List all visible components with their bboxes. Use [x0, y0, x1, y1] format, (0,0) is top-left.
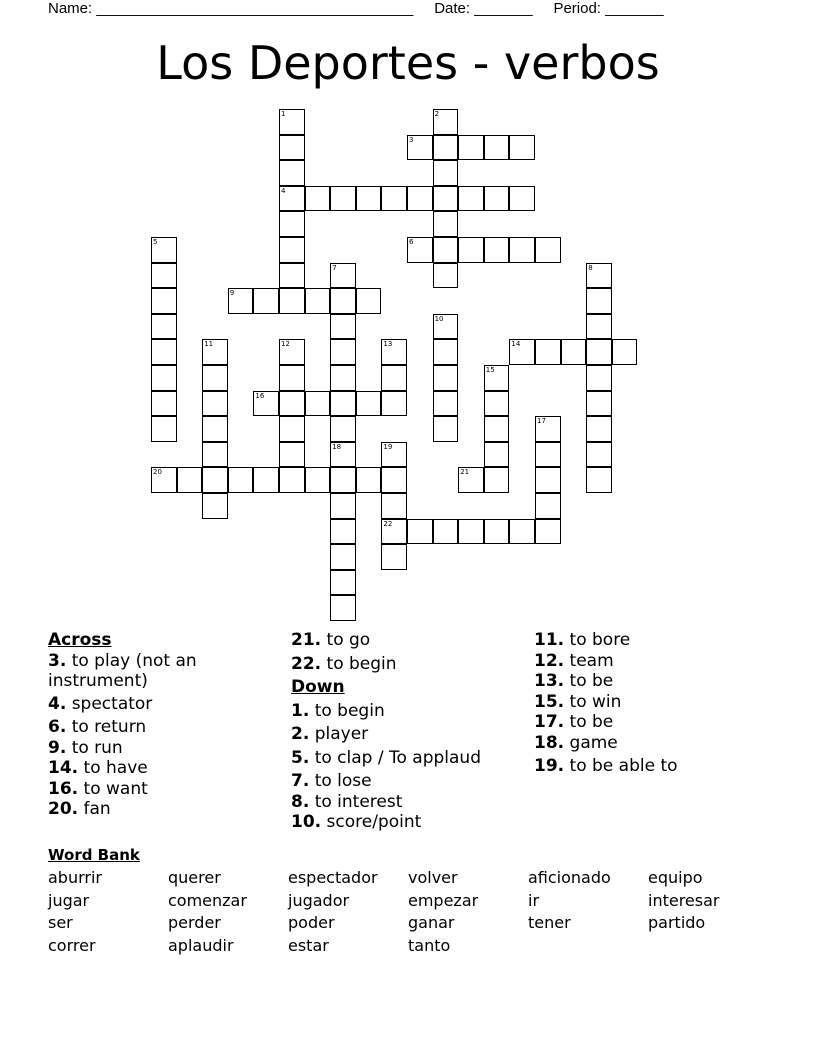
word-bank-word: aficionado	[528, 868, 611, 887]
clue-across-4: 4. spectator	[48, 693, 153, 714]
crossword-cell[interactable]	[279, 339, 305, 365]
crossword-cell[interactable]	[484, 416, 510, 442]
cell-number: 20	[153, 468, 162, 477]
crossword-cell[interactable]	[151, 263, 177, 289]
clue-down-10: 10. score/point	[291, 812, 422, 832]
clues-column-1	[48, 630, 278, 820]
word-bank-word: querer	[168, 868, 221, 887]
crossword-cell[interactable]	[330, 493, 356, 519]
crossword-cell[interactable]	[279, 288, 305, 314]
clue-across-9: 9. to run	[48, 737, 123, 758]
crossword-cell[interactable]	[330, 314, 356, 340]
word-bank-word: partido	[648, 913, 706, 932]
crossword-cell[interactable]	[253, 467, 279, 493]
cell-number: 8	[588, 263, 593, 272]
crossword-cell[interactable]	[407, 519, 433, 545]
crossword-cell[interactable]	[151, 467, 177, 493]
crossword-cell[interactable]	[407, 186, 433, 212]
crossword-cell[interactable]	[356, 391, 382, 417]
cell-number: 14	[511, 340, 521, 349]
clue-down-8: 8. to interest	[291, 791, 403, 812]
crossword-cell[interactable]	[509, 339, 535, 365]
crossword-cell[interactable]	[228, 467, 254, 493]
crossword-cell[interactable]	[586, 416, 612, 442]
crossword-cell[interactable]	[484, 467, 510, 493]
crossword-cell[interactable]	[433, 416, 459, 442]
page-title: Los Deportes - verbos	[156, 36, 660, 90]
crossword-cell[interactable]	[458, 519, 484, 545]
crossword-cell[interactable]	[279, 365, 305, 391]
clue-down-5: 5. to clap / To applaud	[291, 747, 481, 768]
crossword-cell[interactable]	[484, 519, 510, 545]
word-bank-word: aburrir	[48, 868, 102, 887]
crossword-cell[interactable]	[458, 467, 484, 493]
cell-number: 10	[434, 314, 444, 323]
crossword-cell[interactable]	[330, 365, 356, 391]
crossword-cell[interactable]	[356, 186, 382, 212]
crossword-cell[interactable]	[151, 237, 177, 263]
crossword-cell[interactable]	[407, 237, 433, 263]
word-bank-word: tanto	[408, 936, 451, 955]
crossword-cell[interactable]	[330, 595, 356, 621]
crossword-cell[interactable]	[279, 416, 305, 442]
crossword-cell[interactable]	[151, 365, 177, 391]
clue-down-15: 15. to win	[534, 691, 622, 712]
clue-down-13: 13. to be	[534, 671, 614, 691]
cell-number: 1	[281, 110, 286, 118]
word-bank-word: ser	[48, 913, 73, 932]
crossword-cell[interactable]	[484, 186, 510, 212]
crossword-cell[interactable]	[202, 365, 228, 391]
word-bank-word: jugador	[288, 891, 350, 910]
down-heading: Down	[291, 677, 345, 697]
cell-number: 7	[332, 263, 337, 272]
crossword-cell[interactable]	[279, 391, 305, 417]
crossword-cell[interactable]	[586, 288, 612, 314]
clue-down-12: 12. team	[534, 650, 614, 671]
crossword-cell[interactable]	[177, 467, 203, 493]
crossword-cell[interactable]	[535, 519, 561, 545]
clue-across-21: 21. to go	[291, 630, 371, 650]
crossword-cell[interactable]	[484, 135, 510, 161]
cell-number: 17	[537, 417, 546, 426]
crossword-cell[interactable]	[356, 288, 382, 314]
crossword-cell[interactable]	[305, 186, 331, 212]
crossword-cell[interactable]	[381, 519, 407, 545]
cell-number: 22	[383, 519, 393, 528]
word-bank-word: empezar	[408, 891, 479, 910]
cell-number: 5	[153, 238, 158, 246]
crossword-cell[interactable]	[433, 237, 459, 263]
crossword-cell[interactable]	[586, 365, 612, 391]
crossword-cell[interactable]	[433, 339, 459, 365]
crossword-cell[interactable]	[305, 288, 331, 314]
clue-across-22: 22. to begin	[291, 653, 397, 674]
word-bank-word: volver	[408, 868, 458, 887]
crossword-cell[interactable]	[484, 442, 510, 468]
crossword-cell[interactable]	[535, 493, 561, 519]
crossword-cell[interactable]	[356, 467, 382, 493]
crossword-cell[interactable]	[279, 160, 305, 186]
word-bank-word: interesar	[648, 891, 720, 910]
clue-down-11: 11. to bore	[534, 630, 631, 650]
crossword-cell[interactable]	[330, 442, 356, 468]
word-bank-word: ir	[528, 891, 540, 910]
word-bank-word: tener	[528, 913, 571, 932]
crossword-cell[interactable]	[202, 391, 228, 417]
cell-number: 6	[409, 238, 414, 246]
crossword-cell[interactable]	[151, 288, 177, 314]
word-bank-word: correr	[48, 936, 96, 955]
crossword-cell[interactable]	[202, 442, 228, 468]
crossword-cell[interactable]	[433, 314, 459, 340]
clue-across-14: 14. to have	[48, 758, 148, 778]
crossword-cell[interactable]	[535, 237, 561, 263]
word-bank-title: Word Bank	[48, 846, 140, 864]
crossword-cell[interactable]	[381, 442, 407, 468]
crossword-cell[interactable]	[253, 391, 279, 417]
crossword-cell[interactable]	[381, 493, 407, 519]
crossword-cell[interactable]	[586, 263, 612, 289]
crossword-cell[interactable]	[484, 365, 510, 391]
cell-number: 13	[383, 340, 393, 349]
cell-number: 3	[409, 135, 414, 144]
crossword-cell[interactable]	[433, 186, 459, 212]
clues-column-2	[291, 630, 531, 833]
crossword-cell[interactable]	[458, 186, 484, 212]
crossword-cell[interactable]	[586, 314, 612, 340]
word-bank-word: aplaudir	[168, 936, 234, 955]
cell-number: 18	[332, 442, 342, 451]
word-bank-word: estar	[288, 936, 329, 955]
crossword-cell[interactable]	[279, 211, 305, 237]
clue-across-6: 6. to return	[48, 717, 147, 737]
crossword-cell[interactable]	[228, 288, 254, 314]
clue-down-7: 7. to lose	[291, 771, 372, 791]
crossword-cell[interactable]	[458, 237, 484, 263]
clue-across-16: 16. to want	[48, 778, 148, 799]
crossword-cell[interactable]	[509, 186, 535, 212]
crossword-cell[interactable]	[433, 519, 459, 545]
cell-number: 21	[460, 468, 470, 477]
crossword-cell[interactable]	[330, 570, 356, 596]
crossword-cell[interactable]	[279, 467, 305, 493]
clue-down-19: 19. to be able to	[534, 756, 678, 776]
crossword-cell[interactable]	[484, 391, 510, 417]
word-bank-word: equipo	[648, 868, 703, 887]
cell-number: 2	[434, 110, 440, 118]
cell-number: 4	[281, 186, 286, 195]
crossword-cell[interactable]	[433, 135, 459, 161]
crossword-cell[interactable]	[151, 314, 177, 340]
clue-across-20: 20. fan	[48, 799, 111, 819]
crossword-cell[interactable]	[535, 416, 561, 442]
word-bank-word: comenzar	[168, 891, 247, 910]
crossword-cell[interactable]	[330, 288, 356, 314]
crossword-cell[interactable]	[612, 339, 638, 365]
crossword-cell[interactable]	[330, 544, 356, 570]
crossword-cell[interactable]	[330, 416, 356, 442]
crossword-cell[interactable]	[279, 442, 305, 468]
crossword-cell[interactable]	[151, 391, 177, 417]
crossword-cell[interactable]	[381, 339, 407, 365]
crossword-cell[interactable]	[586, 467, 612, 493]
crossword-cell[interactable]	[509, 135, 535, 161]
crossword-cell[interactable]	[407, 135, 433, 161]
crossword-cell[interactable]	[381, 365, 407, 391]
crossword-cell[interactable]	[433, 160, 459, 186]
crossword-cell[interactable]	[586, 391, 612, 417]
crossword-cell[interactable]	[279, 237, 305, 263]
crossword-cell[interactable]	[535, 442, 561, 468]
crossword-cell[interactable]	[381, 467, 407, 493]
word-bank-word: ganar	[408, 913, 455, 932]
crossword-cell[interactable]	[202, 467, 228, 493]
crossword-cell[interactable]	[330, 263, 356, 289]
across-heading: Across	[48, 630, 112, 650]
crossword-cell[interactable]	[586, 339, 612, 365]
crossword-cell[interactable]	[202, 339, 228, 365]
crossword-cell[interactable]	[433, 109, 459, 135]
word-bank-word: perder	[168, 913, 221, 932]
crossword-cell[interactable]	[381, 391, 407, 417]
cell-number: 15	[485, 366, 495, 374]
clue-down-1: 1. to begin	[291, 700, 385, 721]
clues-column-3	[534, 630, 774, 777]
clue-across-3: 3. to play (not an instrument)	[48, 650, 197, 691]
name-date-period-line[interactable]: Name: ______________________________________ Date: _______ Period: _______	[48, 0, 664, 17]
crossword-cell[interactable]	[535, 339, 561, 365]
crossword-cell[interactable]	[586, 442, 612, 468]
crossword-cell[interactable]	[330, 391, 356, 417]
crossword-cell[interactable]	[305, 467, 331, 493]
crossword-cell[interactable]	[433, 365, 459, 391]
crossword-cell[interactable]	[535, 467, 561, 493]
crossword-cell[interactable]	[433, 263, 459, 289]
crossword-cell[interactable]	[305, 391, 331, 417]
clue-down-17: 17. to be	[534, 712, 614, 732]
cell-number: 12	[281, 340, 290, 349]
crossword-cell[interactable]	[561, 339, 587, 365]
word-bank-word: jugar	[48, 891, 90, 910]
crossword-cell[interactable]	[279, 186, 305, 212]
crossword-cell[interactable]	[381, 186, 407, 212]
crossword-cell[interactable]	[330, 186, 356, 212]
crossword-cell[interactable]	[330, 467, 356, 493]
crossword-cell[interactable]	[433, 391, 459, 417]
clue-down-2: 2. player	[291, 724, 369, 744]
crossword-cell[interactable]	[330, 339, 356, 365]
cell-number: 19	[383, 442, 393, 451]
crossword-cell[interactable]	[381, 544, 407, 570]
crossword-cell[interactable]	[279, 135, 305, 161]
crossword-cell[interactable]	[151, 339, 177, 365]
crossword-cell[interactable]	[279, 109, 305, 135]
cell-number: 11	[204, 340, 214, 349]
crossword-cell[interactable]	[509, 237, 535, 263]
crossword-cell[interactable]	[253, 288, 279, 314]
crossword-cell[interactable]	[279, 263, 305, 289]
crossword-cell[interactable]	[433, 211, 459, 237]
crossword-cell[interactable]	[509, 519, 535, 545]
cell-number: 16	[255, 391, 265, 400]
crossword-cell[interactable]	[202, 493, 228, 519]
clue-down-18: 18. game	[534, 732, 618, 753]
crossword-cell[interactable]	[458, 135, 484, 161]
crossword-cell[interactable]	[151, 416, 177, 442]
crossword-cell[interactable]	[330, 519, 356, 545]
word-bank-word: espectador	[288, 868, 378, 887]
word-bank-word: poder	[288, 913, 335, 932]
cell-number: 9	[229, 289, 235, 298]
crossword-cell[interactable]	[484, 237, 510, 263]
crossword-cell[interactable]	[202, 416, 228, 442]
